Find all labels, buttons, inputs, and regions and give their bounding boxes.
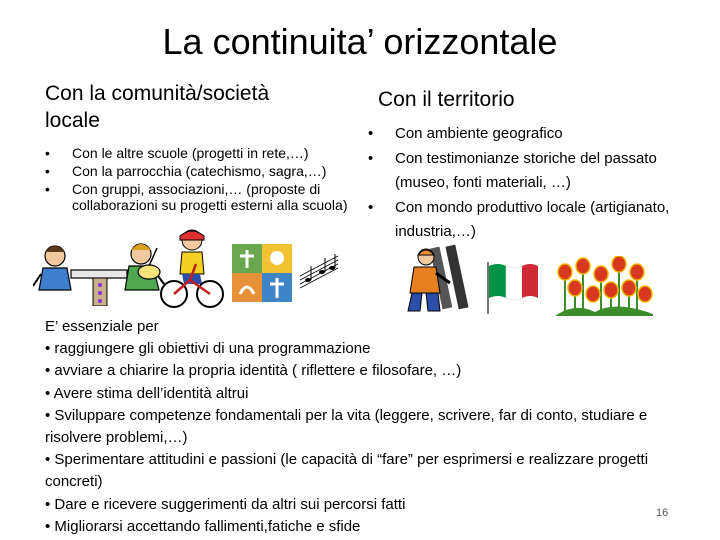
right-bullet-list bbox=[368, 122, 688, 245]
bullet-marker: • bbox=[368, 198, 374, 216]
body-line: E’ essenziale per bbox=[45, 318, 159, 335]
right-bullet-item bbox=[368, 147, 688, 196]
religious-tiles-clipart bbox=[232, 244, 292, 302]
left-bullet-item bbox=[45, 181, 350, 213]
body-line: • Sperimentare attitudini e passioni (le capacità di “fare” per esprimersi e realizzare progetti concreti) bbox=[45, 451, 649, 491]
left-bullet-item bbox=[45, 163, 350, 179]
right-bullet-text: Con mondo produttivo locale (artigianato, industria,…) bbox=[395, 198, 670, 240]
bullet-marker: • bbox=[45, 145, 50, 161]
body-line: • Dare e ricevere suggerimenti da altri sui percorsi fatti bbox=[45, 495, 406, 513]
bullet-marker: • bbox=[45, 181, 50, 197]
slide-title: La continuita’ orizzontale bbox=[162, 21, 558, 62]
left-bullet-text: Con la parrocchia (catechismo, sagra,…) bbox=[72, 163, 327, 179]
right-bullet-text: Con ambiente geografico bbox=[395, 125, 563, 142]
left-column-heading bbox=[45, 80, 335, 134]
body-line: • Sviluppare competenze fondamentali per la vita (leggere, scrivere, far di conto, studiare e risolvere problemi,…) bbox=[45, 406, 648, 447]
bullet-marker: • bbox=[368, 125, 374, 142]
right-column-heading: Con il territorio bbox=[378, 88, 515, 111]
left-bullet-item bbox=[45, 145, 350, 161]
bullet-marker: • bbox=[45, 163, 50, 179]
italian-flag-clipart bbox=[484, 260, 542, 314]
tulips-clipart bbox=[555, 256, 653, 316]
left-heading-line-1: Con la comunità/società bbox=[45, 82, 270, 105]
right-bullet-text: Con testimonianze storiche del passato (museo, fonti materiali, …) bbox=[395, 149, 657, 191]
left-heading-line-2: locale bbox=[45, 109, 100, 132]
body-line: • Migliorarsi accettando fallimenti,fatiche e sfide bbox=[45, 517, 361, 535]
body-line: • Avere stima dell’identità altrui bbox=[45, 384, 249, 402]
left-bullet-text: Con le altre scuole (progetti in rete,…) bbox=[72, 145, 309, 161]
bullet-marker: • bbox=[368, 149, 374, 167]
music-notes-clipart bbox=[298, 246, 340, 292]
worker-clipart bbox=[400, 243, 476, 313]
right-bullet-item bbox=[368, 196, 688, 245]
left-bullet-text: Con gruppi, associazioni,… (proposte di collaborazioni su progetti esterni alla scuola) bbox=[72, 181, 348, 213]
left-bullet-list bbox=[45, 145, 350, 215]
body-text bbox=[45, 316, 685, 538]
cyclist-clipart bbox=[160, 228, 224, 310]
right-bullet-item bbox=[368, 122, 688, 147]
body-line: • avviare a chiarire la propria identità ( riflettere e filosofare, …) bbox=[45, 362, 462, 380]
page-number: 16 bbox=[656, 507, 669, 519]
body-line: • raggiungere gli obiettivi di una programmazione bbox=[45, 340, 371, 358]
